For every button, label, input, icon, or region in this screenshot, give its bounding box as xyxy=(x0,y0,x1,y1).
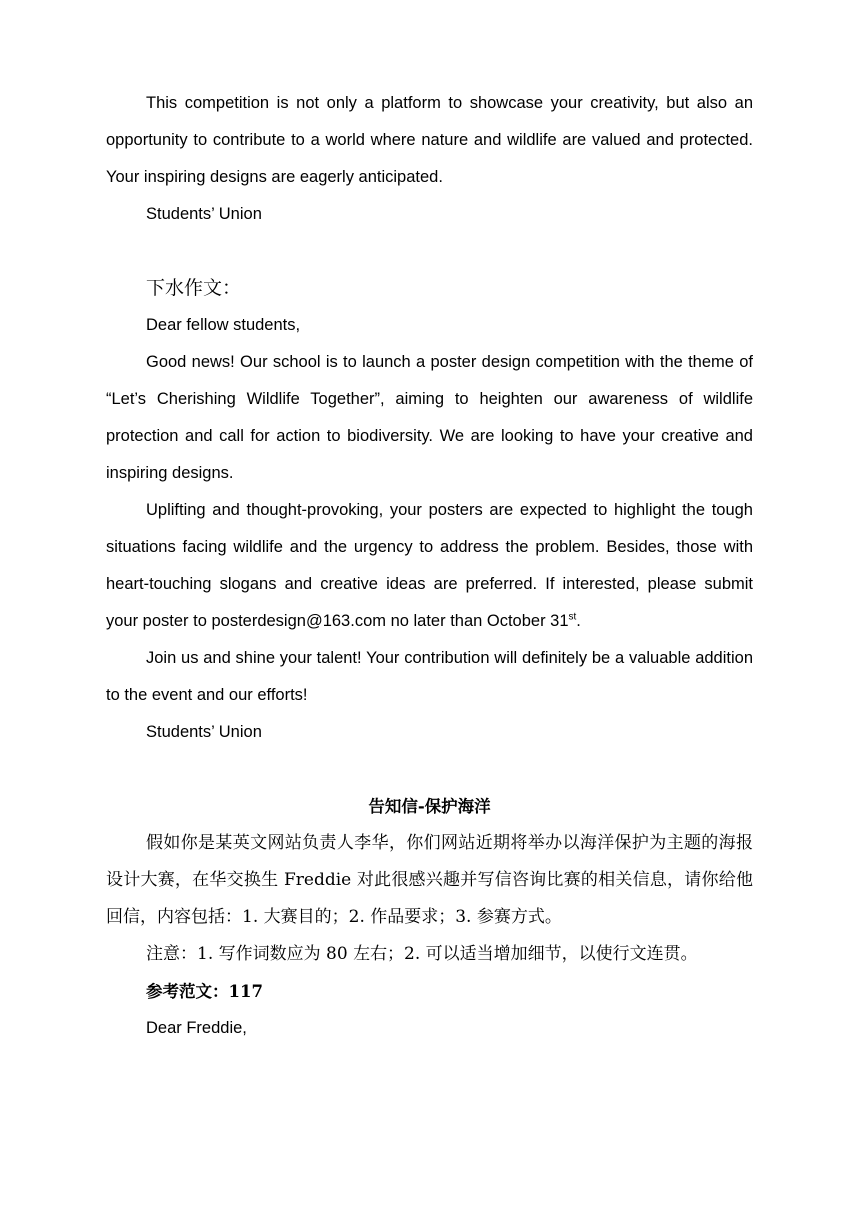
section-heading-model-essay: 下水作文： xyxy=(146,277,242,299)
letter-paragraph-2-text: Uplifting and thought-provoking, your posters are expected to highlight the tough situations facing wildlife and the urgency to address the problem. Besides, those with heart-touching slogans and creative ideas are preferred. If interested, please submit your poster to posterdesign@163.com no later than October 31 xyxy=(106,501,753,630)
task-prompt: 假如你是某英文网站负责人李华，你们网站近期将举办以海洋保护为主题的海报设计大赛，在华交换生 Freddie 对此很感兴趣并写信咨询比赛的相关信息，请你给他回信，内容包括：1. 大赛目的；2. 作品要求；3. 参赛方式。 xyxy=(106,833,753,927)
task-note: 注意：1. 写作词数应为 80 左右；2. 可以适当增加细节，以使行文连贯。 xyxy=(146,944,698,964)
letter-greeting: Dear fellow students, xyxy=(146,316,301,334)
letter-paragraph-2-end: . xyxy=(576,612,581,630)
closing-paragraph: This competition is not only a platform to showcase your creativity, but also an opportunity to contribute to a world where nature and wildlife are valued and protected. Your inspiring designs are eagerly anticipated. xyxy=(106,94,753,186)
letter-paragraph-1: Good news! Our school is to launch a poster design competition with the theme of “Let’s Cherishing Wildlife Together”, aiming to heighten our awareness of wildlife protection and call for action to biodiversity. We are looking to have your creative and inspiring designs. xyxy=(106,353,753,482)
model-greeting: Dear Freddie, xyxy=(146,1019,247,1037)
letter-paragraph-3: Join us and shine your talent! Your contribution will definitely be a valuable addition to the event and our efforts! xyxy=(106,649,753,704)
model-essay-label: 参考范文：117 xyxy=(146,982,263,1001)
document-page xyxy=(106,85,753,1047)
spacer xyxy=(106,233,753,270)
section-title-ocean: 告知信-保护海洋 xyxy=(368,797,491,816)
letter-signoff: Students’ Union xyxy=(146,723,262,741)
spacer xyxy=(106,751,753,788)
signoff-students-union: Students’ Union xyxy=(146,205,262,223)
ordinal-suffix: st xyxy=(568,611,577,623)
letter-paragraph-2 xyxy=(106,492,753,640)
